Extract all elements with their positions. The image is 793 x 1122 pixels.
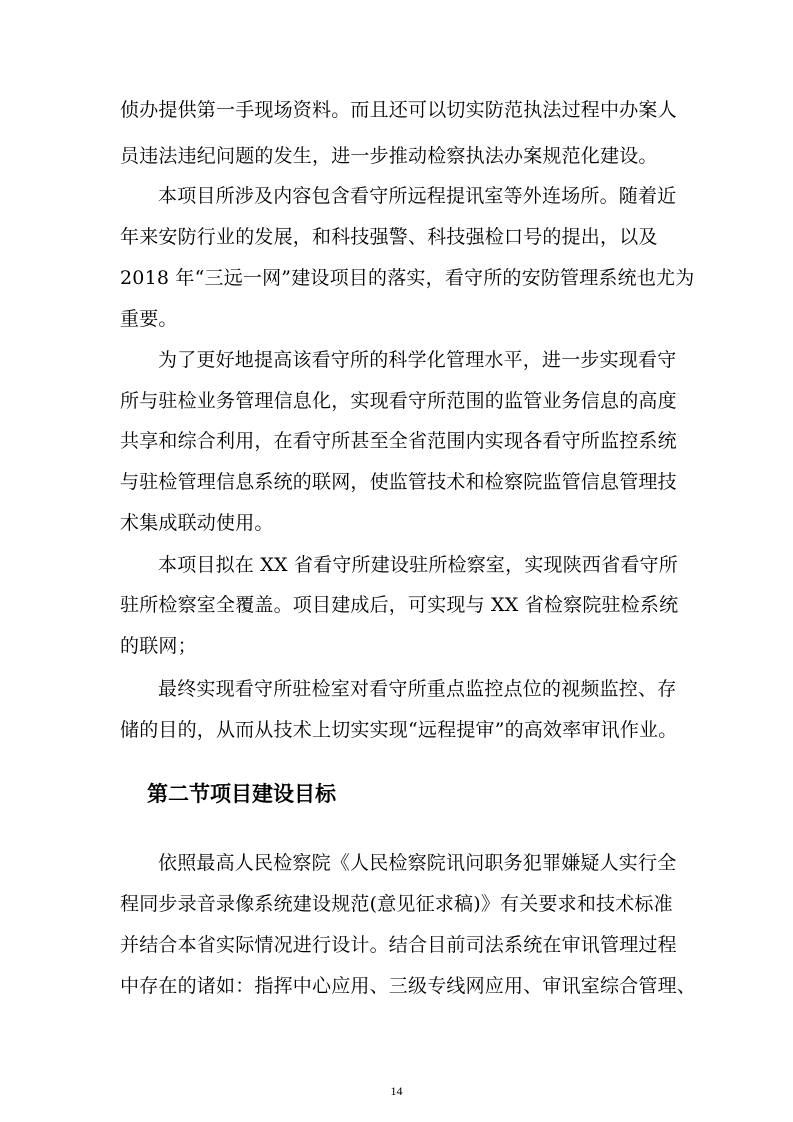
body-text-line: 与驻检管理信息系统的联网，使监管技术和检察院监管信息管理技	[120, 471, 677, 493]
page-number: 14	[390, 1084, 403, 1098]
body-text-line: 本项目拟在 XX 省看守所建设驻所检察室，实现陕西省看守所	[158, 554, 678, 576]
body-text-line: 程同步录音录像系统建设规范(意见征求稿)》有关要求和技术标准	[120, 893, 673, 915]
section-heading: 第二节项目建设目标	[147, 782, 336, 806]
body-text-line: 员违法违纪问题的发生，进一步推动检察执法办案规范化建设。	[120, 145, 658, 167]
body-text-line: 侦办提供第一手现场资料。而且还可以切实防范执法过程中办案人	[120, 99, 677, 121]
body-text-line: 年来安防行业的发展，和科技强警、科技强检口号的提出，以及	[120, 226, 658, 248]
body-text-line: 术集成联动使用。	[120, 512, 274, 534]
body-text-line: 2018 年“三远一网”建设项目的落实，看守所的安防管理系统也尤为	[120, 267, 695, 289]
body-text-line: 中存在的诸如：指挥中心应用、三级专线网应用、审讯室综合管理、	[120, 975, 697, 997]
body-text-line: 的联网；	[120, 635, 197, 657]
body-text-line: 共享和综合利用，在看守所甚至全省范围内实现各看守所监控系统	[120, 430, 677, 452]
body-text-line: 本项目所涉及内容包含看守所远程提讯室等外连场所。随着近	[158, 185, 677, 207]
body-text-line: 驻所检察室全覆盖。项目建成后，可实现与 XX 省检察院驻检系统	[120, 594, 679, 616]
body-text-line: 所与驻检业务管理信息化，实现看守所范围的监管业务信息的高度	[120, 390, 677, 412]
body-text-line: 依照最高人民检察院《人民检察院讯问职务犯罪嫌疑人实行全	[158, 852, 677, 874]
body-text-line: 最终实现看守所驻检室对看守所重点监控点位的视频监控、存	[158, 678, 677, 700]
body-text-line: 并结合本省实际情况进行设计。结合目前司法系统在审讯管理过程	[120, 934, 677, 956]
body-text-line: 储的目的，从而从技术上切实实现“远程提审”的高效率审讯作业。	[120, 719, 678, 741]
body-text-line: 重要。	[120, 308, 178, 330]
body-text-line: 为了更好地提高该看守所的科学化管理水平，进一步实现看守	[158, 349, 677, 371]
